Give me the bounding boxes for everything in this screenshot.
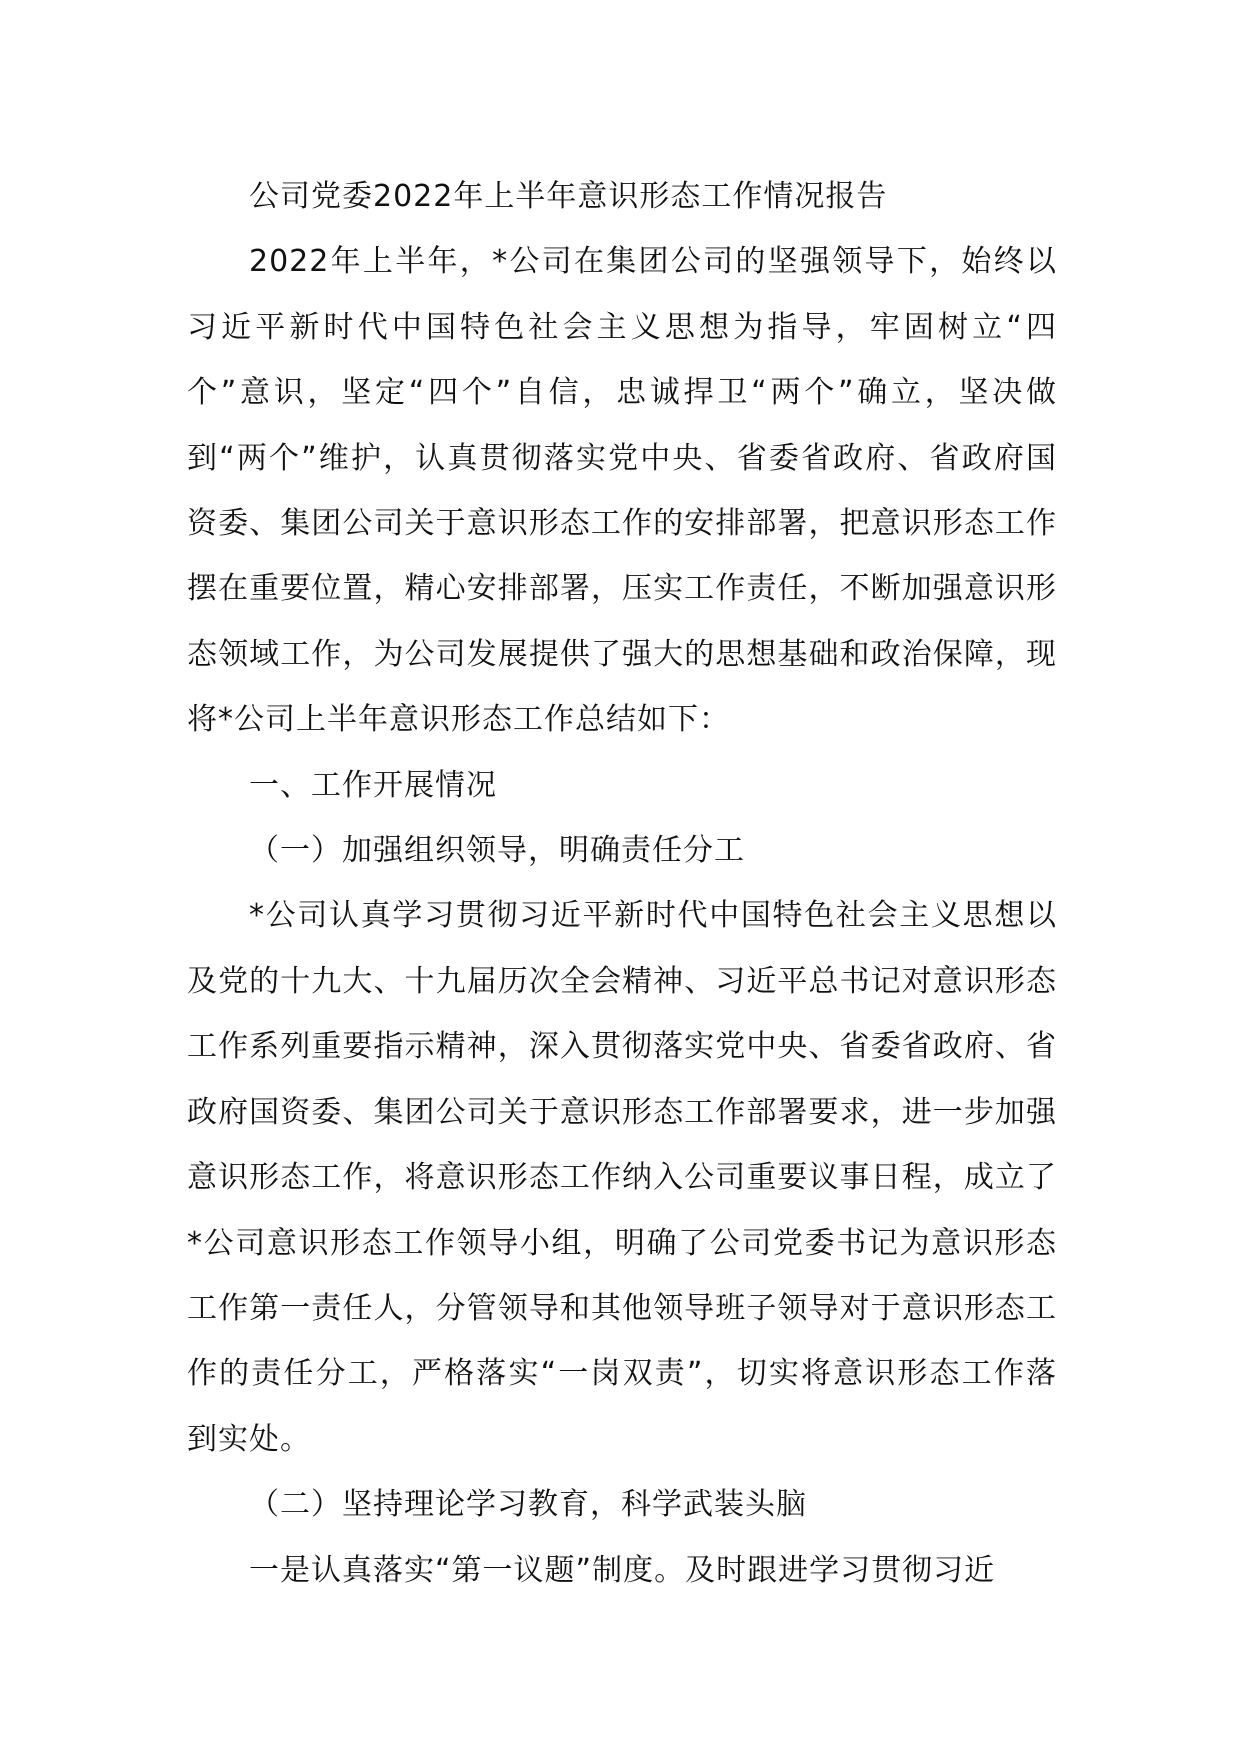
- body-paragraph-2: 一是认真落实“第一议题”制度。及时跟进学习贯彻习近: [249, 1552, 996, 1588]
- subsection-heading-1: （一）加强组织领导，明确责任分工: [249, 833, 745, 869]
- intro-paragraph: 2022年上半年，*公司在集团公司的坚强领导下，始终以习近平新时代中国特色社会主义思想为指导，牢固树立“四个”意识，坚定“四个”自信，忠诚捍卫“两个”确立，坚决做到“两个”维护，认真贯彻落实党中央、省委省政府、省政府国资委、集团公司关于意识形态工作的安排部署，把意识形态工作摆在重要位置，精心安排部署，压实工作责任，不断加强意识形态领域工作，为公司发展提供了强大的思想基础和政治保障，现将*公司上半年意识形态工作总结如下：: [187, 244, 1057, 738]
- section-heading-1: 一、工作开展情况: [249, 767, 497, 803]
- document-body: [187, 164, 1057, 1603]
- body-paragraph-1: *公司认真学习贯彻习近平新时代中国特色社会主义思想以及党的十九大、十九届历次全会精神、习近平总书记对意识形态工作系列重要指示精神，深入贯彻落实党中央、省委省政府、省政府国资委、集团公司关于意识形态工作部署要求，进一步加强意识形态工作，将意识形态工作纳入公司重要议事日程，成立了*公司意识形态工作领导小组，明确了公司党委书记为意识形态工作第一责任人，分管领导和其他领导班子领导对于意识形态工作的责任分工，严格落实“一岗双责”，切实将意识形态工作落到实处。: [187, 898, 1057, 1457]
- subsection-heading-2: （二）坚持理论学习教育，科学武装头脑: [249, 1487, 807, 1523]
- document-title: 公司党委2022年上半年意识形态工作情况报告: [249, 179, 888, 214]
